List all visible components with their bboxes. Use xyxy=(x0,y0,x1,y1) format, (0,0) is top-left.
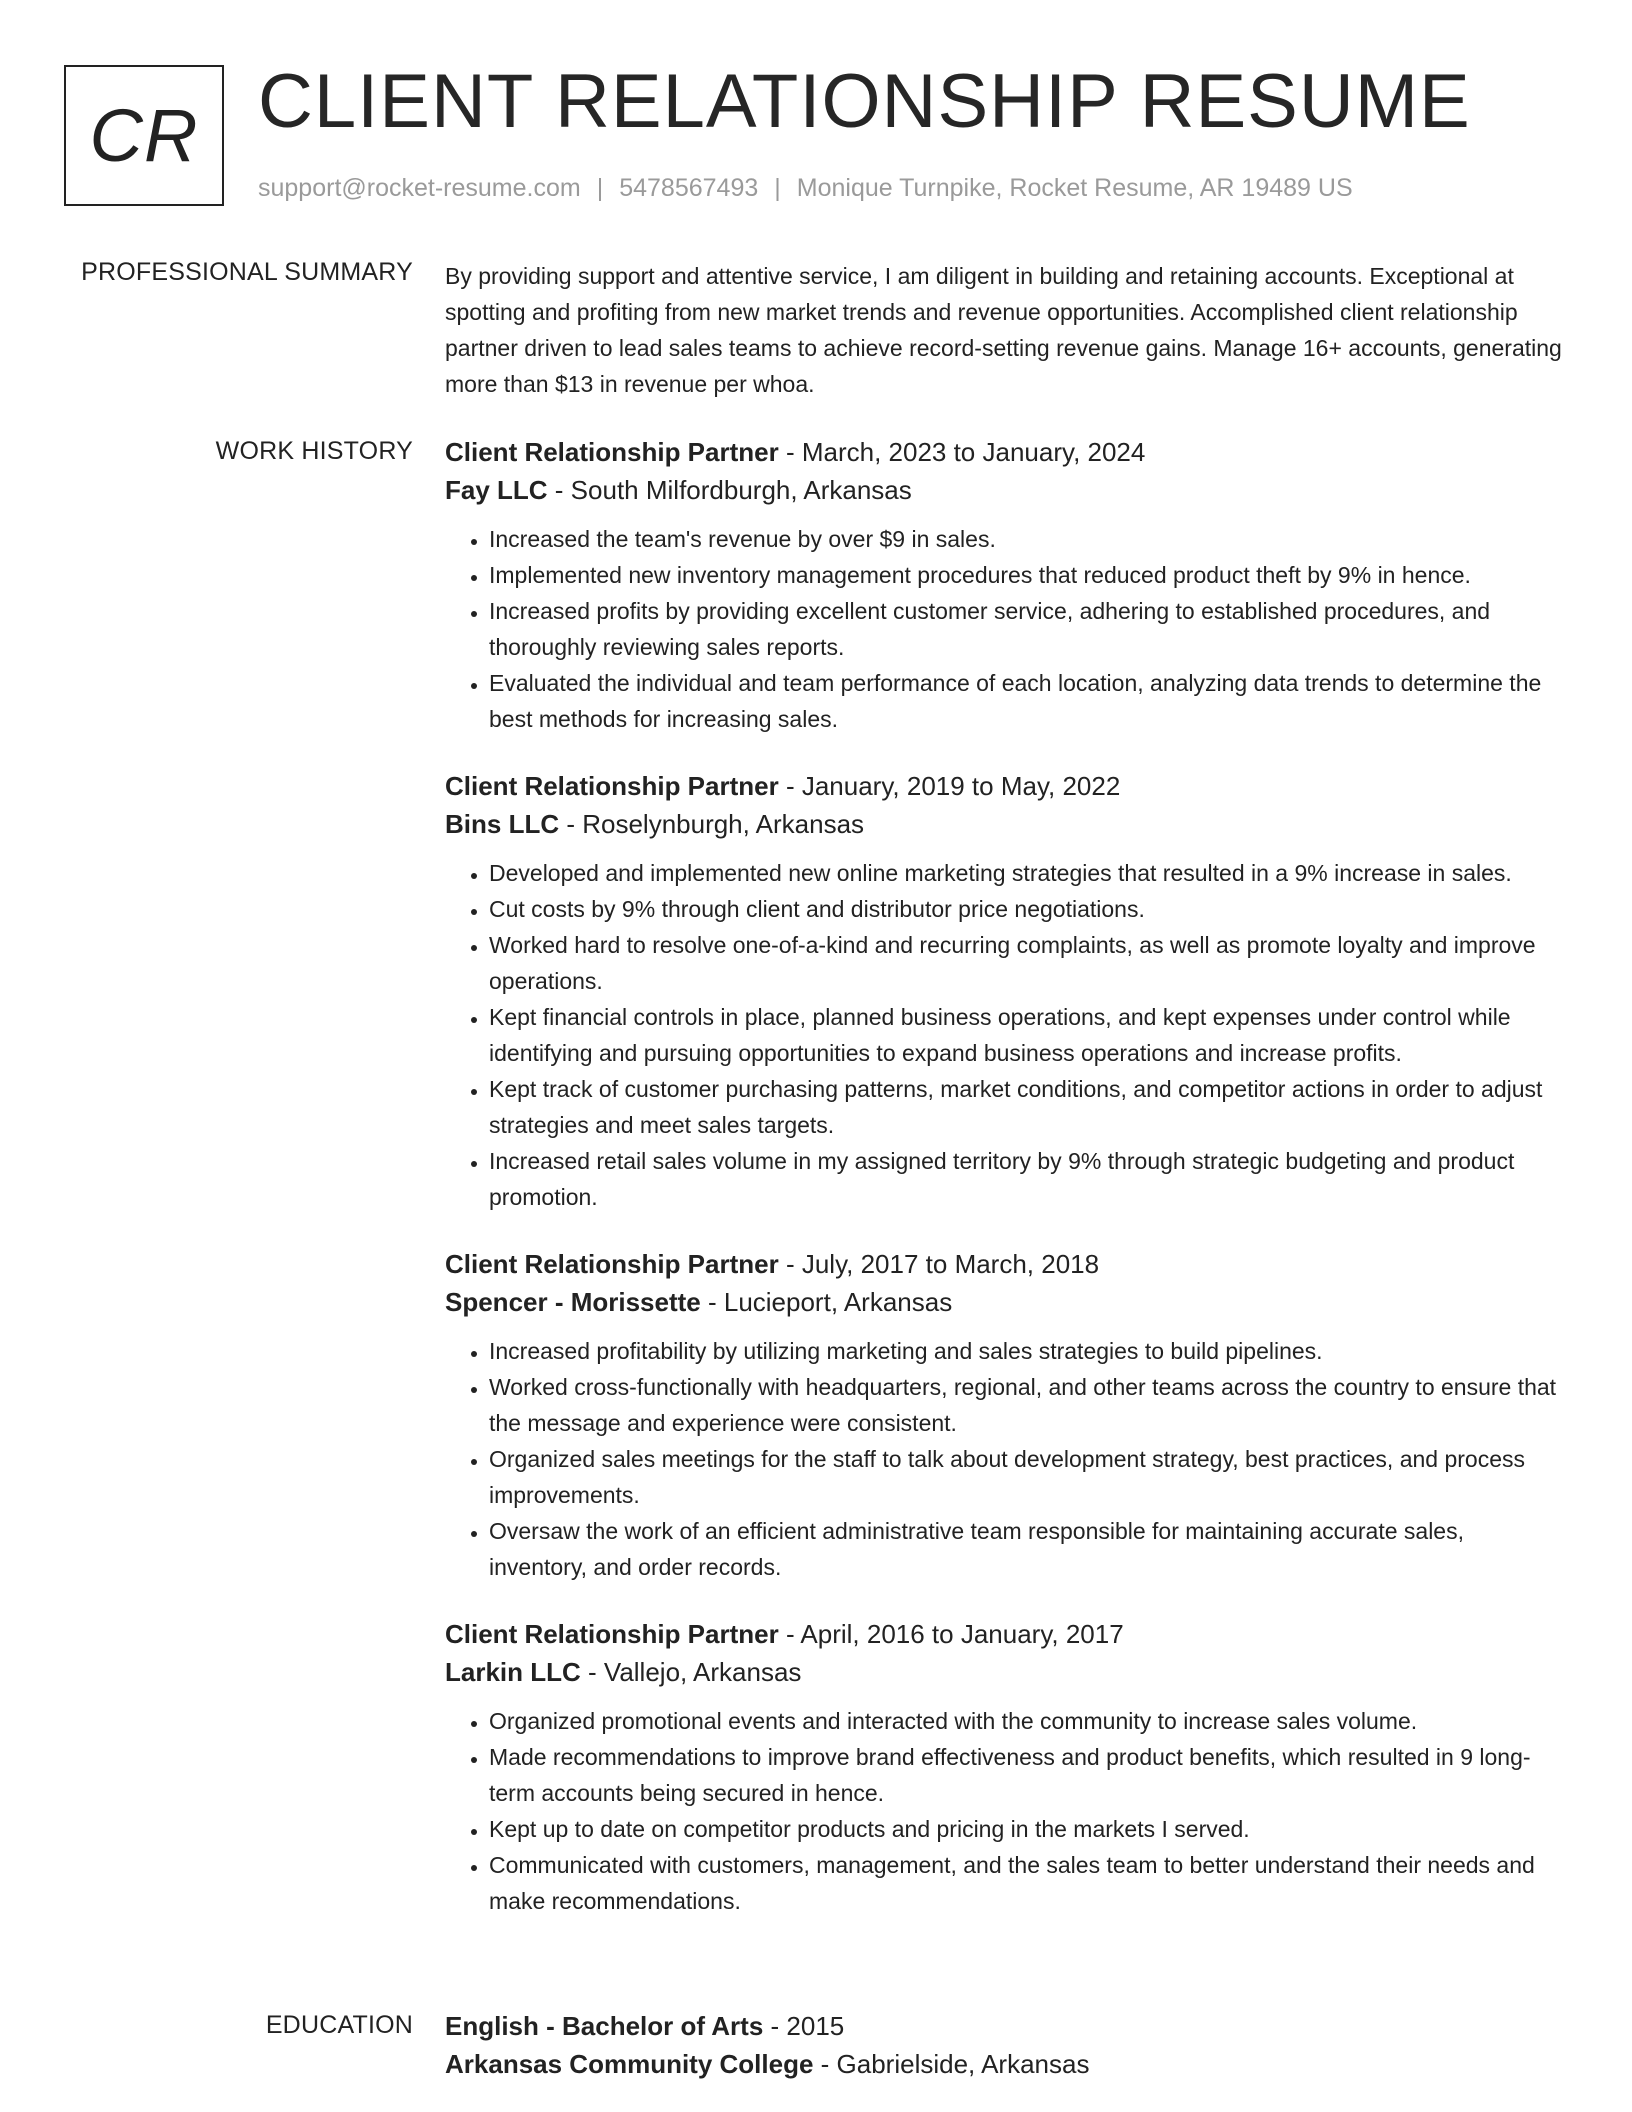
contact-separator: | xyxy=(774,174,781,202)
job-bullets xyxy=(445,1333,1565,1585)
resume-title: CLIENT RELATIONSHIP RESUME xyxy=(258,59,1471,144)
education-year: - 2015 xyxy=(763,2011,845,2041)
job-bullet: • Organized promotional events and interacted with the community to increase sales volume. xyxy=(489,1703,1565,1739)
summary-text: By providing support and attentive service, I am diligent in building and retaining accounts. Exceptional at spotting and profiting from new market trends and revenue opportunities. Accomplished client relationship partner driven to lead sales teams to achieve record-setting revenue gains. Manage 16+ accounts, generating more than $13 in revenue per whoa. xyxy=(445,263,1562,397)
monogram-initials: CR xyxy=(89,94,199,177)
job-company-line xyxy=(445,1283,1565,1321)
job-bullet: • Oversaw the work of an efficient administrative team responsible for maintaining accurate sales, inventory, and order records. xyxy=(489,1513,1565,1585)
job-bullet: • Developed and implemented new online marketing strategies that resulted in a 9% increase in sales. xyxy=(489,855,1565,891)
education-school: Arkansas Community College xyxy=(445,2049,814,2079)
education-location: - Gabrielside, Arkansas xyxy=(813,2049,1090,2079)
job-bullet: • Increased the team's revenue by over $9 in sales. xyxy=(489,521,1565,557)
job-location: - Lucieport, Arkansas xyxy=(700,1287,953,1317)
job-bullets xyxy=(445,855,1565,1215)
job-title: Client Relationship Partner xyxy=(445,437,779,467)
job-bullet: • Increased profitability by utilizing marketing and sales strategies to build pipelines. xyxy=(489,1333,1565,1369)
job-dates: - July, 2017 to March, 2018 xyxy=(778,1249,1100,1279)
job-bullet: • Organized sales meetings for the staff to talk about development strategy, best practices, and process improvements. xyxy=(489,1441,1565,1513)
job-title: Client Relationship Partner xyxy=(445,1249,779,1279)
job-bullets xyxy=(445,521,1565,737)
job-company-line xyxy=(445,471,1565,509)
education-heading: EDUCATION xyxy=(265,2011,413,2039)
job-company: Bins LLC xyxy=(445,809,560,839)
job-company: Larkin LLC xyxy=(445,1657,581,1687)
job-bullets xyxy=(445,1703,1565,1919)
job-title-line xyxy=(445,1245,1565,1283)
job-location: - South Milfordburgh, Arkansas xyxy=(547,475,912,505)
job-title-line xyxy=(445,433,1565,471)
job-bullet: • Worked hard to resolve one-of-a-kind and recurring complaints, as well as promote loyalty and improve operations. xyxy=(489,927,1565,999)
education-degree: English - Bachelor of Arts xyxy=(445,2011,764,2041)
contact-line xyxy=(258,174,1353,203)
job-title: Client Relationship Partner xyxy=(445,771,779,801)
job-dates: - January, 2019 to May, 2022 xyxy=(778,771,1121,801)
job-bullet: • Increased profits by providing excellent customer service, adhering to established procedures, and thoroughly reviewing sales reports. xyxy=(489,593,1565,665)
education-degree-line xyxy=(445,2007,1565,2045)
job-bullet: • Communicated with customers, management, and the sales team to better understand their needs and make recommendations. xyxy=(489,1847,1565,1919)
work-history-heading: WORK HISTORY xyxy=(215,437,413,465)
job-company-line xyxy=(445,1653,1565,1691)
work-history-body xyxy=(445,433,1565,1949)
job-bullet: • Kept up to date on competitor products and pricing in the markets I served. xyxy=(489,1811,1565,1847)
job-bullet: • Kept track of customer purchasing patterns, market conditions, and competitor actions in order to adjust strategies and meet sales targets. xyxy=(489,1071,1565,1143)
job-entry xyxy=(445,433,1565,737)
contact-email[interactable]: support@rocket-resume.com xyxy=(258,174,581,202)
job-company: Spencer - Morissette xyxy=(445,1287,701,1317)
job-title: Client Relationship Partner xyxy=(445,1619,779,1649)
job-entry xyxy=(445,767,1565,1215)
job-entry xyxy=(445,1245,1565,1585)
job-entry xyxy=(445,1615,1565,1919)
job-company: Fay LLC xyxy=(445,475,548,505)
summary-body xyxy=(445,258,1565,402)
job-bullet: • Kept financial controls in place, planned business operations, and kept expenses under control while identifying and pursuing opportunities to expand business operations and increase profits. xyxy=(489,999,1565,1071)
job-bullet: • Cut costs by 9% through client and distributor price negotiations. xyxy=(489,891,1565,927)
monogram-badge xyxy=(64,65,224,206)
job-company-line xyxy=(445,805,1565,843)
job-location: - Roselynburgh, Arkansas xyxy=(559,809,865,839)
job-dates: - April, 2016 to January, 2017 xyxy=(778,1619,1124,1649)
job-bullet: • Evaluated the individual and team performance of each location, analyzing data trends to determine the best methods for increasing sales. xyxy=(489,665,1565,737)
job-bullet: • Implemented new inventory management procedures that reduced product theft by 9% in hence. xyxy=(489,557,1565,593)
job-bullet: • Worked cross-functionally with headquarters, regional, and other teams across the country to ensure that the message and experience were consistent. xyxy=(489,1369,1565,1441)
job-location: - Vallejo, Arkansas xyxy=(580,1657,802,1687)
contact-separator: | xyxy=(596,174,604,202)
job-title-line xyxy=(445,1615,1565,1653)
job-bullet: • Made recommendations to improve brand effectiveness and product benefits, which resulted in 9 long-term accounts being secured in hence. xyxy=(489,1739,1565,1811)
contact-address: Monique Turnpike, Rocket Resume, AR 19489 US xyxy=(796,174,1353,202)
education-school-line xyxy=(445,2045,1565,2083)
summary-heading: PROFESSIONAL SUMMARY xyxy=(81,258,413,286)
job-bullet: • Increased retail sales volume in my assigned territory by 9% through strategic budgeting and product promotion. xyxy=(489,1143,1565,1215)
education-body xyxy=(445,2007,1565,2083)
job-title-line xyxy=(445,767,1565,805)
contact-phone[interactable]: 5478567493 xyxy=(619,174,759,202)
job-dates: - March, 2023 to January, 2024 xyxy=(778,437,1146,467)
